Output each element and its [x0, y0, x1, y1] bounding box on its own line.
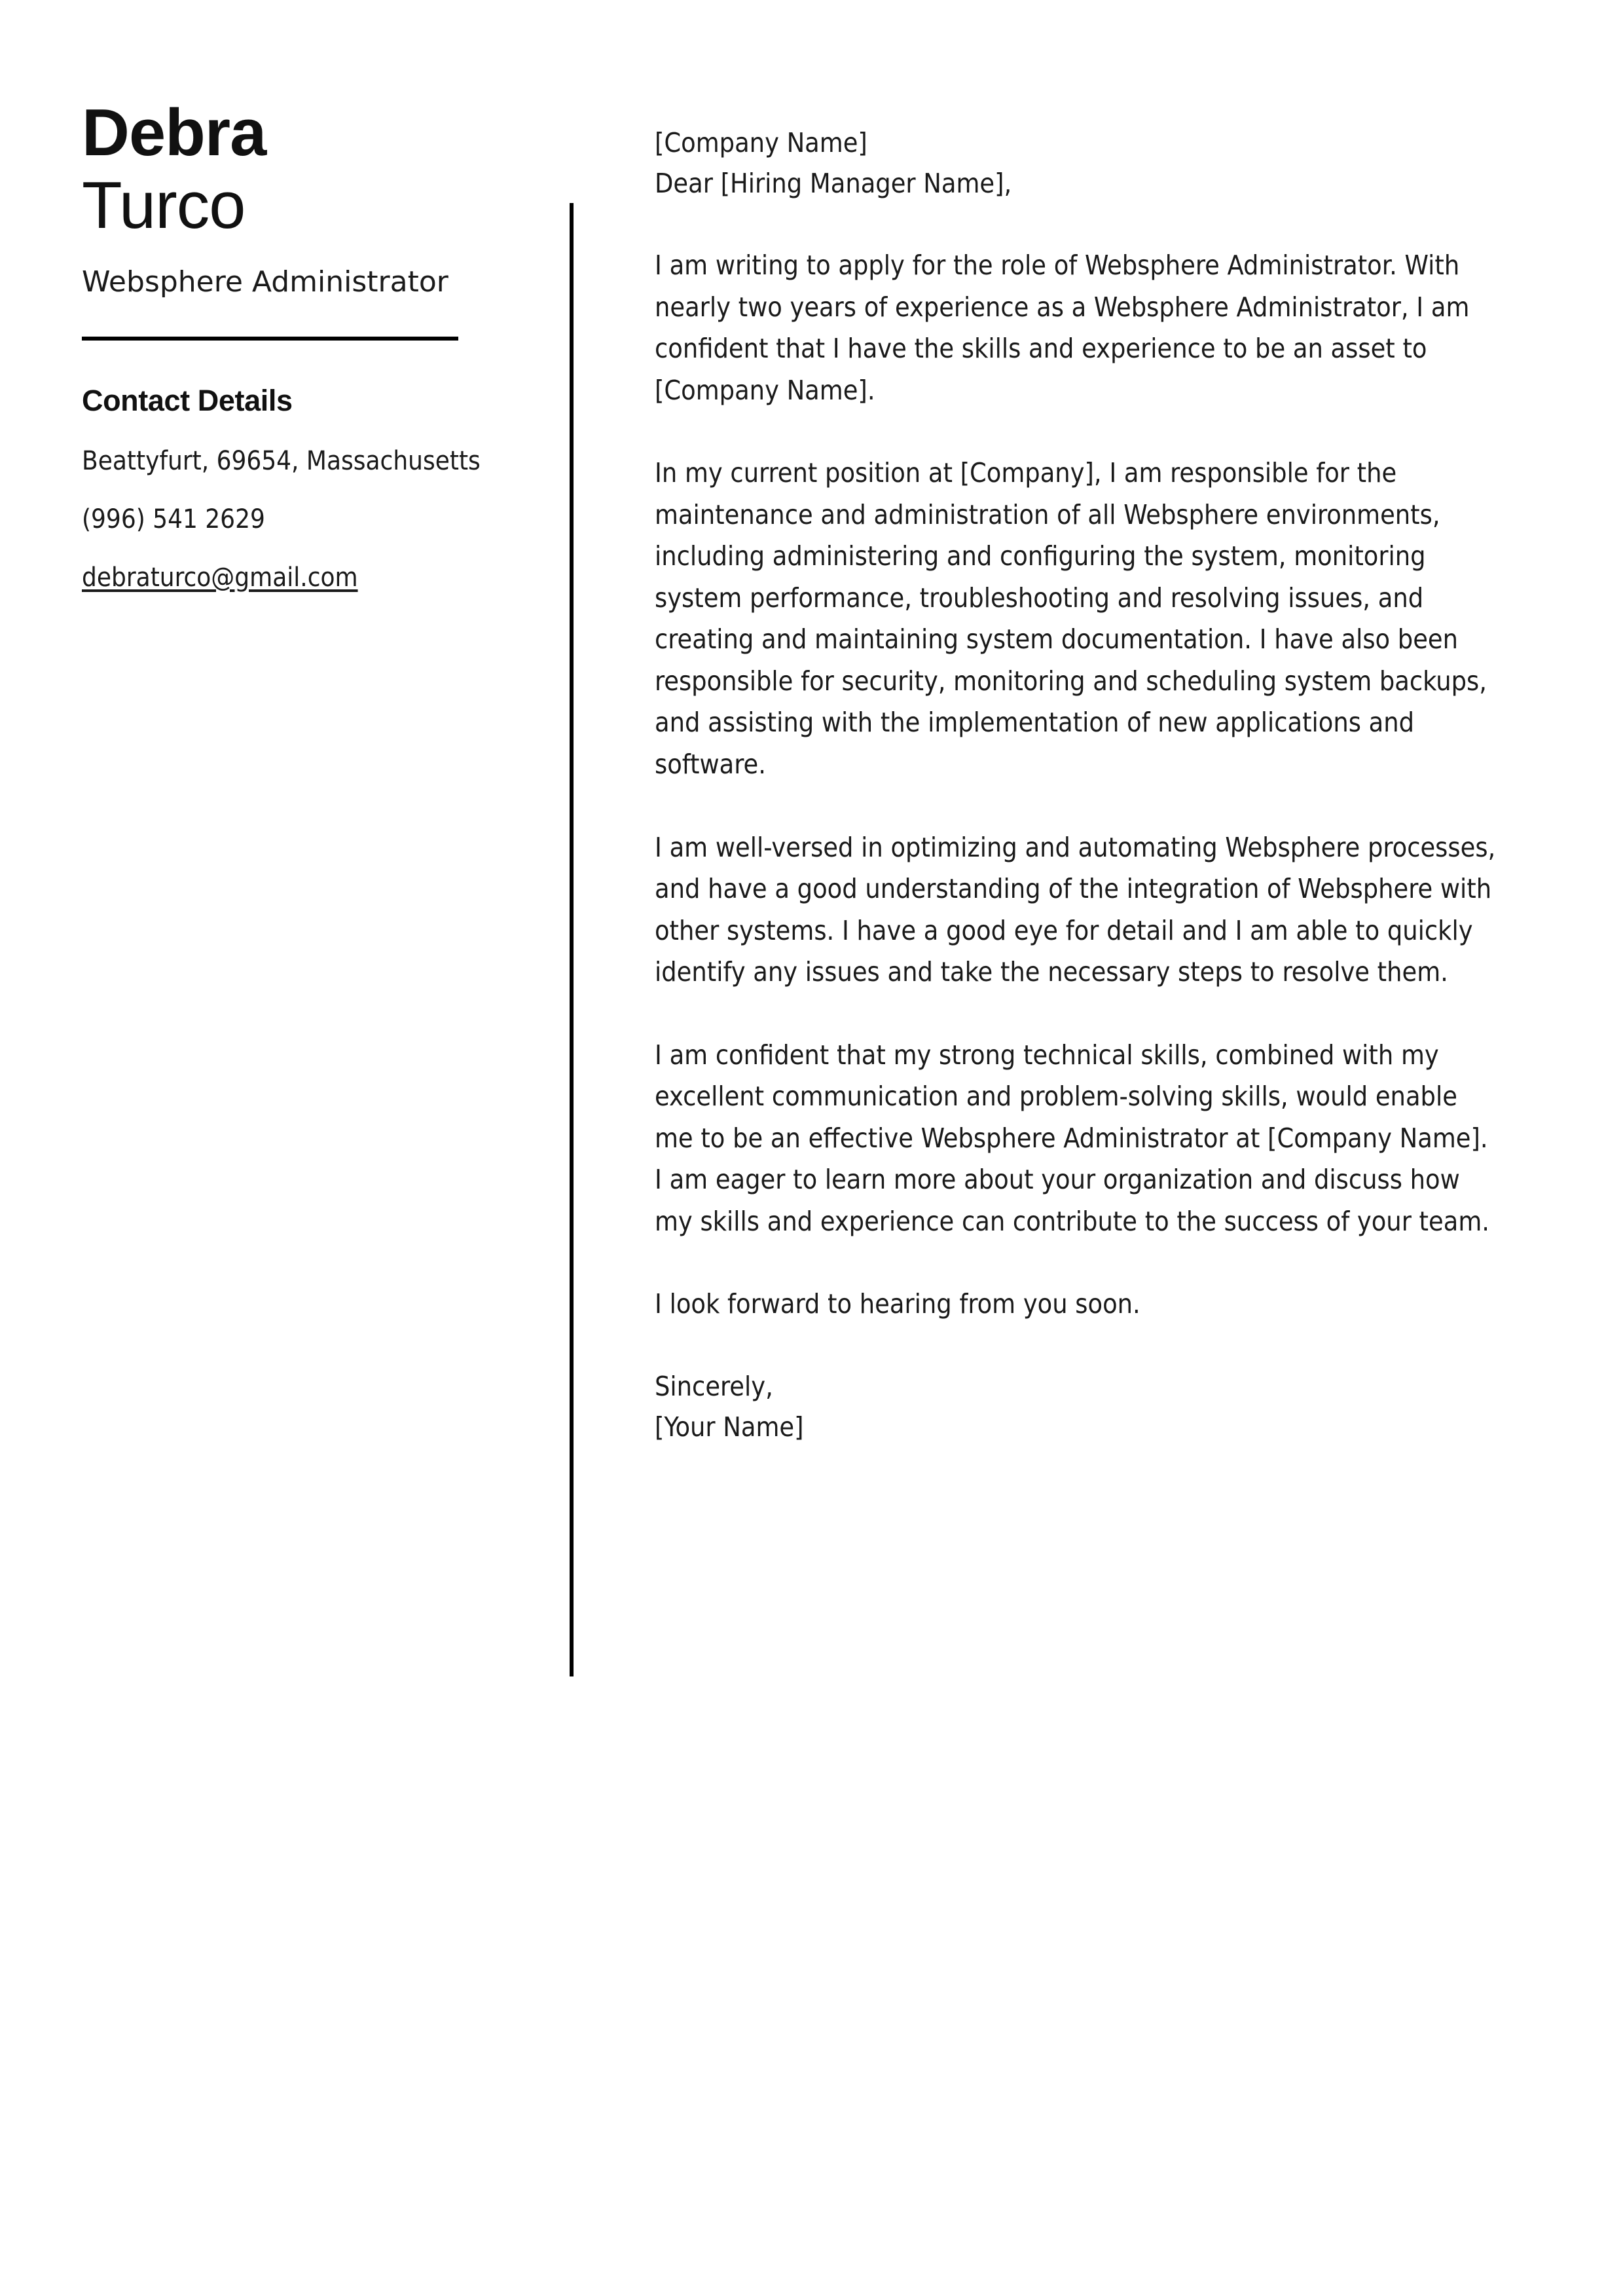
letter-paragraph: I am well-versed in optimizing and automating Websphere processes, and have a good understanding of the integration of Websphere with other systems. I have a good eye for detail and I am able to quickly identify any issues and take the necessary steps to resolve them. [655, 831, 1496, 988]
closing-line: Sincerely, [655, 1371, 773, 1403]
salutation-line: Dear [Hiring Manager Name], [655, 167, 1012, 199]
name-block [82, 98, 488, 241]
contact-email[interactable]: debraturco@gmail.com [82, 562, 358, 593]
letter-paragraph: I am confident that my strong technical skills, combined with my excellent communication and problem-solving skills, would enable me to be an effective Websphere Administrator at [Company Name]. I am eager to learn more about your organization and discuss how my skills and experience can contribute to the success of your team. [655, 1039, 1489, 1237]
signature-block [655, 1367, 1499, 1447]
contact-details-heading: Contact Details [82, 384, 293, 418]
letter-body [655, 123, 1499, 1447]
signature-name: [Your Name] [655, 1411, 804, 1443]
last-name: Turco [82, 169, 246, 243]
first-name: Debra [82, 96, 266, 170]
contact-details-list [82, 443, 488, 596]
contact-phone[interactable]: (996) 541 2629 [82, 504, 265, 535]
header-divider-rule [82, 337, 458, 341]
sidebar [82, 98, 488, 597]
letter-paragraph: In my current position at [Company], I am responsible for the maintenance and administration of all Websphere environments, including administering and configuring the system, monitoring system performance, troubleshooting and resolving issues, and creating and maintaining system documentation. I have also been responsible for security, monitoring and scheduling system backups, and assisting with the implementation of new applications and software. [655, 457, 1487, 781]
letter-paragraph: I look forward to hearing from you soon. [655, 1288, 1140, 1320]
vertical-divider [570, 203, 574, 1676]
letter-paragraph: I am writing to apply for the role of Websphere Administrator. With nearly two years of experience as a Websphere Administrator, I am confident that I have the skills and experience to be an asset to [Company Name]. [655, 250, 1470, 406]
job-title: Websphere Administrator [82, 265, 448, 299]
contact-address: Beattyfurt, 69654, Massachusetts [82, 446, 481, 477]
company-name-line: [Company Name] [655, 127, 867, 158]
